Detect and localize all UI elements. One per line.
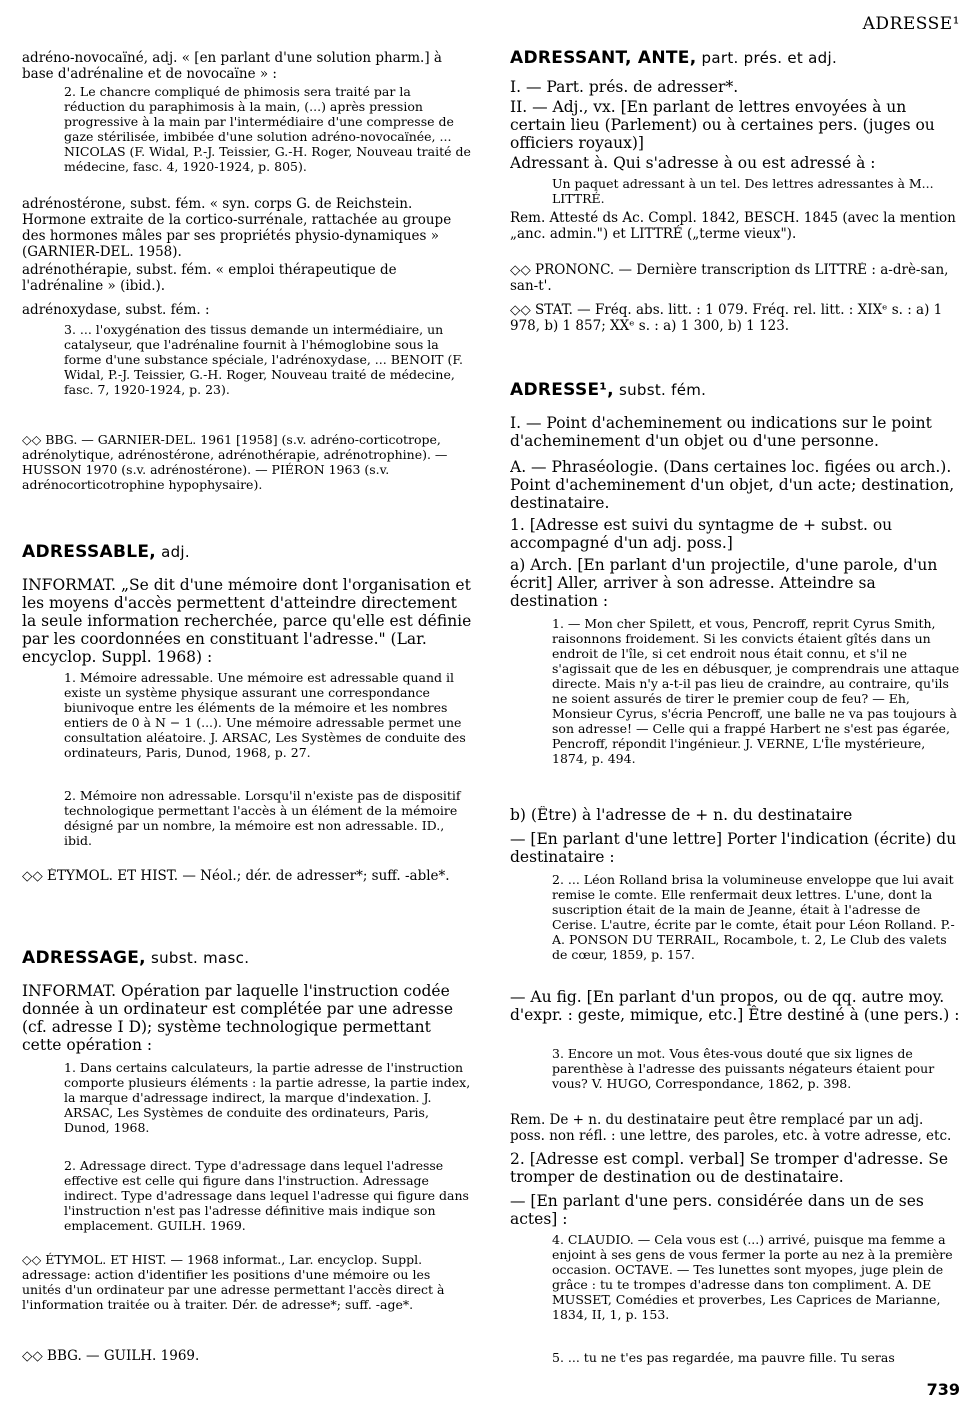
paragraph: ◇◇ ÉTYMOL. ET HIST. — 1968 informat., Lar. encyclop. Suppl. adressage: action d'identifier les positions d'une mémoire ou les unités d'un ordinateur par une adresse permettant l'accès direct à l'information traitée ou à traiter. Dér. de adresse*; suff. -age*. [22, 1252, 445, 1312]
paragraph: a) Arch. [En parlant d'un projectile, d'une parole, d'un écrit] Aller, arriver à son adresse. Atteindre sa destination : [510, 556, 938, 610]
paragraph: — [En parlant d'une pers. considérée dans un de ses actes] : [510, 1192, 924, 1228]
entry-heading [22, 542, 190, 562]
paragraph: INFORMAT. Opération par laquelle l'instruction codée donnée à un ordinateur est complétée par une adresse (cf. adresse I D); système technologique permettant cette opération : [22, 982, 454, 1054]
paragraph: — Au fig. [En parlant d'un propos, ou de qq. autre moy. d'expr. : geste, mimique, etc.] Être destiné à (une pers.) : [510, 988, 960, 1024]
paragraph: Adressant à. Qui s'adresse à ou est adressé à : [510, 154, 876, 172]
citation: 5. ... tu ne t'es pas regardée, ma pauvre fille. Tu seras [552, 1350, 895, 1365]
paragraph: INFORMAT. „Se dit d'une mémoire dont l'organisation et les moyens d'accès permettent d'atteindre directement la seule information recherchée, parce qu'elle est définie par les coordonnées en constituant l'adresse." (Lar. encyclop. Suppl. 1968) : [22, 576, 472, 666]
paragraph: II. — Adj., vx. [En parlant de lettres envoyées à un certain lieu (Parlement) ou à certaines pers. (juges ou officiers royaux)] [510, 98, 935, 152]
citation: 1. — Mon cher Spilett, et vous, Pencroff, reprit Cyrus Smith, raisonnons froidement. Si les convicts étaient gîtés dans un endroit de l'île, si cet endroit nous était connu, et s'il ne s'agissait que de les en débusquer, je comprendrais une attaque directe. Mais n'y a-t-il pas lieu de craindre, au contraire, qu'ils ne soient assurés de tirer le premier coup de feu? — Eh, Monsieur Cyrus, s'écria Pencroff, une balle ne va pas toujours à son adresse! — Celle qui a frappé Harbert ne s'est pas égarée, Pencroff, répondit l'ingénieur. J. VERNE, L'Île mystérieure, 1874, p. 494. [552, 616, 960, 766]
grammatical-category: part. prés. et adj. [696, 49, 838, 67]
paragraph: I. — Part. prés. de adresser*. [510, 78, 739, 96]
citation: 2. Le chancre compliqué de phimosis sera traité par la réduction du paraphimosis à la main, (...) après pression progressive à la main par l'intermédiaire d'une compresse de gaze stérilisée, imbibée d'une solution adréno-novocaïnée, ... NICOLAS (F. Widal, P.-J. Teissier, G.-H. Roger, Nouveau traité de médecine, fasc. 4, 1920-1924, p. 805). [64, 84, 471, 174]
citation: 2. Adressage direct. Type d'adressage dans lequel l'adresse effective est celle qui figure dans l'instruction. Adressage indirect. Type d'adressage dans lequel l'adresse qui figure dans l'instruction n'est pas l'adresse définitive mais indique son emplacement. GUILH. 1969. [64, 1158, 469, 1233]
paragraph: adrénostérone, subst. fém. « syn. corps G. de Reichstein. Hormone extraite de la cortico-surrénale, rattachée au groupe des hormones mâles par ses propriétés physio-dynamiques » (GARNIER-DEL. 1958). [22, 196, 452, 260]
citation: Un paquet adressant à un tel. Des lettres adressantes à M... LITTRÉ. [552, 176, 934, 206]
paragraph: Rem. De + n. du destinataire peut être remplacé par un adj. poss. non réfl. : une lettre, des paroles, etc. à votre adresse, etc. [510, 1112, 952, 1144]
grammatical-category: subst. fém. [613, 381, 707, 399]
citation: 2. ... Léon Rolland brisa la volumineuse enveloppe que lui avait remise le comte. Elle renfermait deux lettres. L'une, dont la suscription était de la main de Jeanne, était à l'adresse de Cerise. L'autre, écrite par le comte, était pour Léon Rolland. P.-A. PONSON DU TERRAIL, Rocambole, t. 2, Le Club des valets de cœur, 1859, p. 157. [552, 872, 955, 962]
grammatical-category: adj. [156, 543, 190, 561]
headword: ADRESSAGE, [22, 948, 146, 968]
page-number: 739 [926, 1380, 960, 1399]
paragraph: 2. [Adresse est compl. verbal] Se tromper d'adresse. Se tromper de destination ou de destinataire. [510, 1150, 949, 1186]
headword: ADRESSE¹, [510, 380, 614, 400]
grammatical-category: subst. masc. [145, 949, 250, 967]
citation: 3. Encore un mot. Vous êtes-vous douté que six lignes de parenthèse à l'adresse des puissants négateurs étaient pour vous? V. HUGO, Correspondance, 1862, p. 398. [552, 1046, 935, 1091]
citation: 1. Mémoire adressable. Une mémoire est adressable quand il existe un système physique assurant une correspondance biunivoque entre les éléments de la mémoire et les nombres entiers de 0 à N − 1 (...). Une mémoire adressable permet une consultation aléatoire. J. ARSAC, Les Systèmes de conduite des ordinateurs, Paris, Dunod, 1968, p. 27. [64, 670, 466, 760]
paragraph: 1. [Adresse est suivi du syntagme de + subst. ou accompagné d'un adj. poss.] [510, 516, 893, 552]
paragraph: ◇◇ ÉTYMOL. ET HIST. — Néol.; dér. de adresser*; suff. -able*. [22, 868, 450, 884]
running-head: ADRESSE¹ [862, 14, 960, 34]
headword: ADRESSABLE, [22, 542, 157, 562]
paragraph: ◇◇ BBG. — GUILH. 1969. [22, 1348, 200, 1364]
paragraph: ◇◇ PRONONC. — Dernière transcription ds LITTRÉ : a-drè-san, san-t'. [510, 262, 949, 294]
paragraph: adrénothérapie, subst. fém. « emploi thérapeutique de l'adrénaline » (ibid.). [22, 262, 397, 294]
headword: ADRESSANT, ANTE, [510, 48, 697, 68]
citation: 2. Mémoire non adressable. Lorsqu'il n'existe pas de dispositif technologique permettant l'accès à un élément de la mémoire désigné par un nombre, la mémoire est non adressable. ID., ibid. [64, 788, 461, 848]
entry-heading [510, 380, 706, 400]
paragraph: ◇◇ BBG. — GARNIER-DEL. 1961 [1958] (s.v. adréno-corticotrope, adrénolytique, adrénostérone, adrénothérapie, adrénotrophine). — HUSSON 1970 (s.v. adrénostérone). — PIÉRON 1963 (s.v. adrénocorticotrophine hypophysaire). [22, 432, 448, 492]
citation: 4. CLAUDIO. — Cela vous est (...) arrivé, puisque ma femme a enjoint à ses gens de vous fermer la porte au nez à la première occasion. OCTAVE. — Tes lunettes sont myopes, juge plein de grâce : tu te trompes d'adresse dans ton compliment. A. DE MUSSET, Comédies et proverbes, Les Caprices de Marianne, 1834, II, 1, p. 153. [552, 1232, 953, 1322]
citation: 1. Dans certains calculateurs, la partie adresse de l'instruction comporte plusieurs éléments : la partie adresse, la partie index, la marque d'adressage indirect, la marque d'indexation. J. ARSAC, Les Systèmes de conduite des ordinateurs, Paris, Dunod, 1968. [64, 1060, 471, 1135]
paragraph: I. — Point d'acheminement ou indications sur le point d'acheminement d'un objet ou d'une personne. [510, 414, 932, 450]
paragraph: adrénoxydase, subst. fém. : [22, 302, 210, 318]
paragraph: Rem. Attesté ds Ac. Compl. 1842, BESCH. 1845 (avec la mention „anc. admin.") et LITTRÉ („terme vieux"). [510, 210, 956, 242]
paragraph: A. — Phraséologie. (Dans certaines loc. figées ou arch.). Point d'acheminement d'un objet, d'un acte; destination, destinataire. [510, 458, 955, 512]
paragraph: adréno-novocaïné, adj. « [en parlant d'une solution pharm.] à base d'adrénaline et de novocaïne » : [22, 50, 442, 82]
paragraph: — [En parlant d'une lettre] Porter l'indication (écrite) du destinataire : [510, 830, 957, 866]
paragraph: b) (Être) à l'adresse de + n. du destinataire [510, 806, 853, 824]
paragraph: ◇◇ STAT. — Fréq. abs. litt. : 1 079. Fréq. rel. litt. : XIXᵉ s. : a) 1 978, b) 1 857; XXᵉ s. : a) 1 300, b) 1 123. [510, 302, 943, 334]
entry-heading [22, 948, 249, 968]
citation: 3. ... l'oxygénation des tissus demande un intermédiaire, un catalyseur, que l'adrénaline fournit à l'hémoglobine sous la forme d'une substance spéciale, l'adrénoxydase, ... BENOIT (F. Widal, P.-J. Teissier, G.-H. Roger, Nouveau traité de médecine, fasc. 7, 1920-1924, p. 23). [64, 322, 464, 397]
entry-heading [510, 48, 837, 68]
